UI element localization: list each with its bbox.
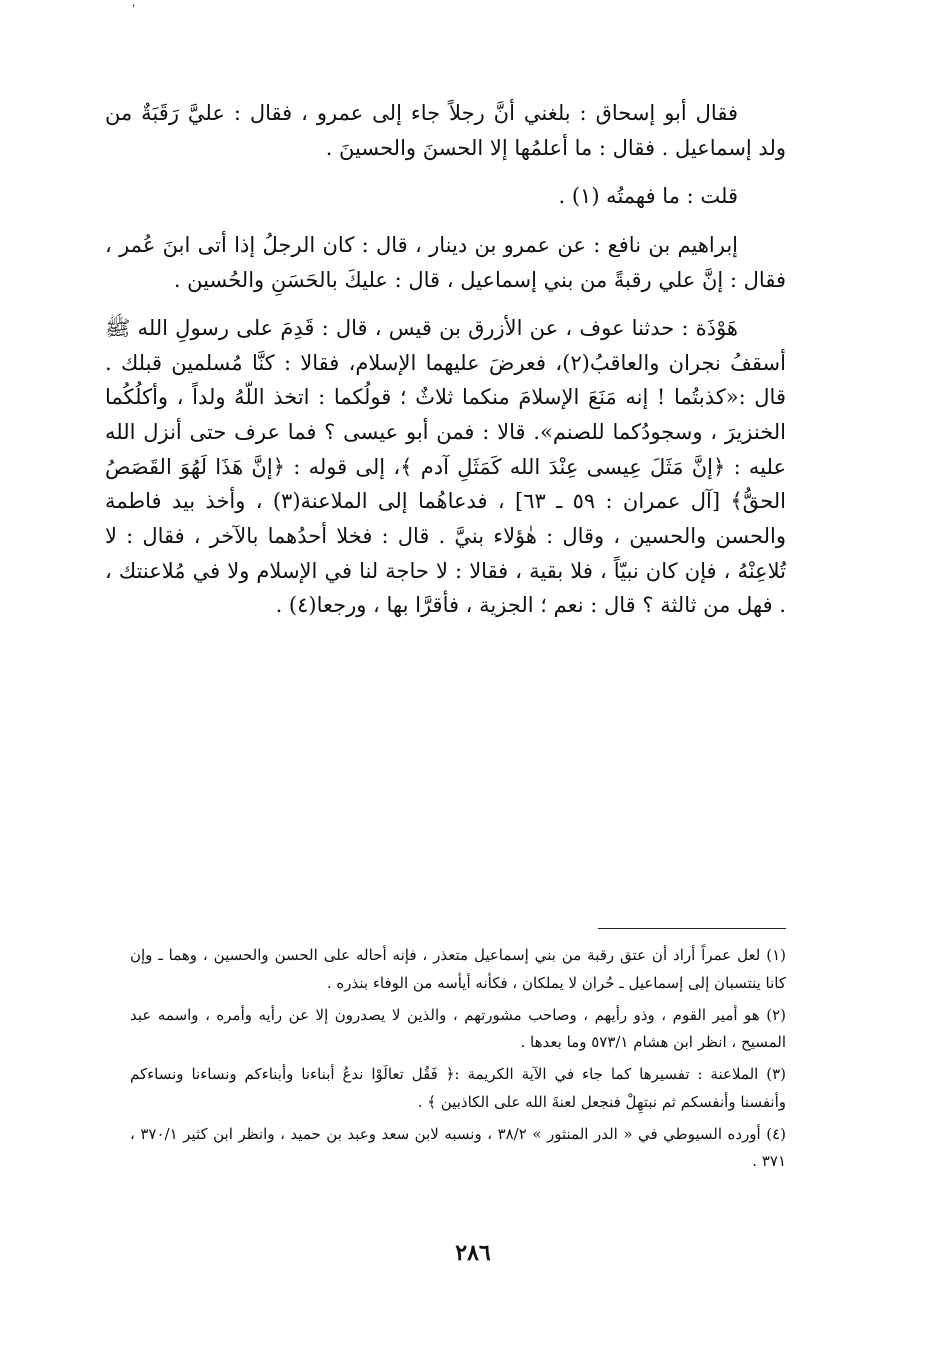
footnotes (130, 942, 786, 1180)
footnote-4: (٤) أورده السيوطي في « الدر المنثور » ٣٨/٢ ، ونسبه لابن سعد وعبد بن حميد ، وانظر ابن كثير ٣٧٠/١ ، ٣٧١ . (130, 1124, 787, 1171)
page-number: ٢٨٦ (455, 1240, 491, 1266)
paragraph-hawdha: هَوْذَة : حدثنا عوف ، عن الأزرق بن قيس ، قال : قَدِمَ على رسولِ الله ﷺ أسقفُ نجران والعاقبُ(٢)، فعرضَ عليهما الإسلام، فقالا : كنَّا مُسلمين قبلك . قال :«كذبتُما ! إنه مَنَعَ الإسلامَ منكما ثلاثٌ ؛ قولُكما : اتخذ اللّهُ ولداً ، وأكلُكُما الخنزيرَ ، وسجودُكما للصنم». قالا : فمن أبو عيسى ؟ فما عرف حتى أنزل الله عليه : ﴿إنَّ مَثَلَ عِيسى عِنْدَ الله كَمَثَلِ آدم ﴾، إلى قوله : ﴿إنَّ هَذَا لَهُوَ القَصَصُ الحقُّ﴾ [آل عمران : ٥٩ ـ ٦٣] ، فدعاهُما إلى الملاعنة(٣) ، وأخذ بيد فاطمة والحسن والحسين ، وقال : هٰؤلاء بنيَّ . قال : فخلا أحدُهما بالآخر ، فقال : لا تُلاعِنْهُ ، فإن كان نبيّاً ، فلا بقية ، فقالا : لا حاجة لنا في الإسلام ولا في مُلاعنتك ، . فهل من ثالثة ؟ قال : نعم ؛ الجزية ، فأقرَّا بها ، ورجعا(٤) . (105, 316, 786, 618)
main-text (105, 96, 786, 623)
paragraph-abu-ishaq: فقال أبو إسحاق : بلغني أنَّ رجلاً جاء إلى عمرو ، فقال : عليَّ رَقَبَةٌ من ولد إسماعيل . فقال : ما أعلمُها إلا الحسنَ والحسينَ . (105, 101, 786, 160)
paragraph-ibrahim-bin-nafi: إبراهيم بن نافع : عن عمرو بن دينار ، قال : كان الرجلُ إذا أتى ابنَ عُمر ، فقال : إنَّ علي رقبةً من بني إسماعيل ، قال : عليكَ بالحَسَنِ والحُسين . (105, 232, 786, 292)
footnote-2: (٢) هو أمير القوم ، وذو رأيهم ، وصاحب مشورتهم ، والذين لا يصدرون إلا عن رأيه وأمره ، واسمه عبد المسيح ، انظر ابن هشام ٥٧٣/١ وما بعدها . (130, 1005, 786, 1052)
paragraph-qultu: قلت : ما فهمتُه (١) . (558, 184, 738, 209)
footnote-1: (١) لعل عمراً أراد أن عتق رقبة من بني إسماعيل متعذر ، فإنه أحاله على الحسن والحسين ، وهما ـ وإن كانا ينتسبان إلى إسماعيل ـ حُران لا يملكان ، فكأنه أيأسه من الوفاء بنذره . (130, 946, 786, 992)
footnote-3: (٣) الملاعنة : تفسيرها كما جاء في الآية الكريمة :﴿ فَقُل تعالَوْا ندعُ أبناءنا وأبناءكم ونساءنا ونساءكم وأنفسنا وأنفسكم ثم نبتهِلْ فنجعل لعنةَ الله على الكاذبين ﴾ . (130, 1065, 786, 1111)
scan-mark: ' (132, 2, 136, 16)
footnote-separator (598, 928, 786, 929)
